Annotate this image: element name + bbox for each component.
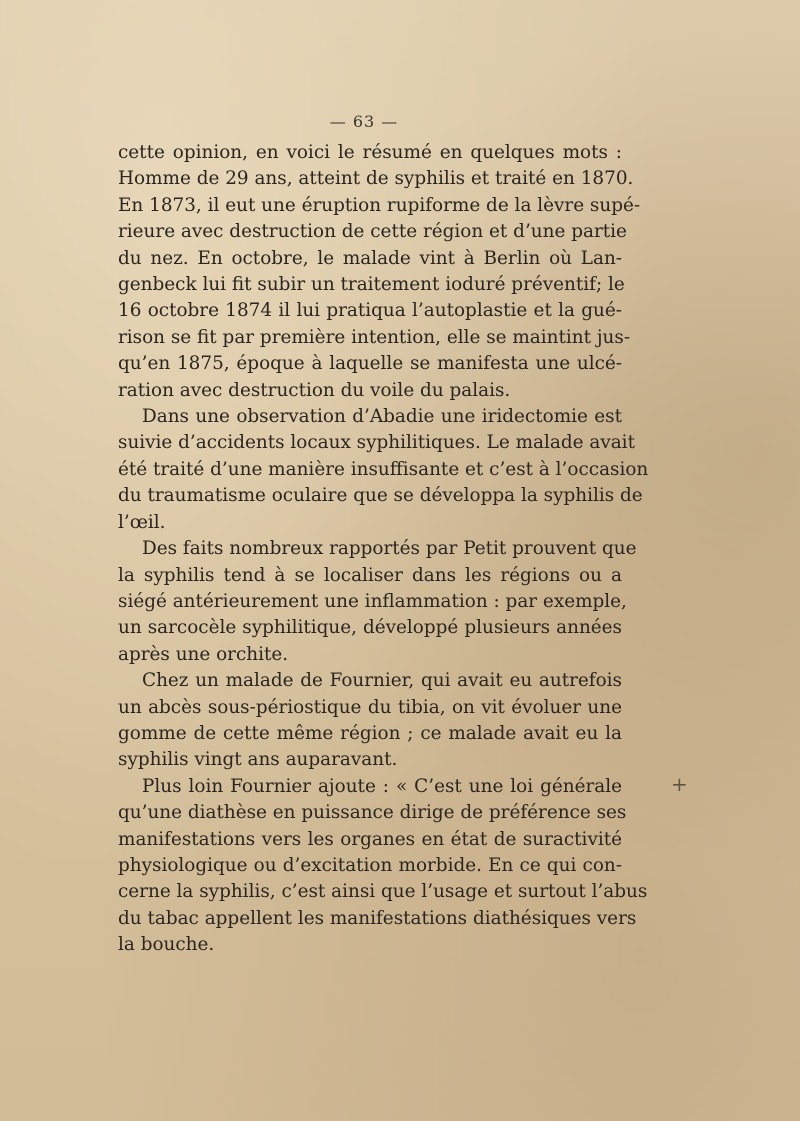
text-line: rison se fit par première intention, elle se maintint jus- xyxy=(118,326,631,348)
text-line: 16 octobre 1874 il lui pratiqua l’autoplastie et la gué- xyxy=(118,300,622,322)
text-line: Des faits nombreux rapportés par Petit prouvent que xyxy=(142,538,637,560)
text-line: siégé antérieurement une inflammation : par exemple, xyxy=(118,590,627,612)
text-line: physiologique ou d’excitation morbide. En ce qui con- xyxy=(118,854,622,876)
page-number: — 63 — xyxy=(329,112,399,131)
margin-mark: + xyxy=(671,772,688,796)
text-line: Homme de 29 ans, atteint de syphilis et traité en 1870. xyxy=(118,168,634,190)
text-line: qu’une diathèse en puissance dirige de préférence ses xyxy=(118,802,627,824)
text-line: un abcès sous-périostique du tibia, on vit évoluer une xyxy=(118,696,622,718)
text-line: Chez un malade de Fournier, qui avait eu autrefois xyxy=(142,670,622,692)
text-line: cette opinion, en voici le résumé en quelques mots : xyxy=(118,142,622,163)
text-line: la syphilis tend à se localiser dans les régions ou a xyxy=(118,564,622,586)
text-line: genbeck lui fit subir un traitement ioduré préventif; le xyxy=(118,274,625,296)
text-line: du traumatisme oculaire que se développa la syphilis de xyxy=(118,485,643,507)
text-line: ration avec destruction du voile du palais. xyxy=(118,379,511,401)
text-line: suivie d’accidents locaux syphilitiques. Le malade avait xyxy=(118,432,635,454)
text-line: du tabac appellent les manifestations diathésiques vers xyxy=(118,907,637,929)
text-line: été traité d’une manière insuffisante et c’est à l’occasion xyxy=(118,458,649,480)
text-line: Plus loin Fournier ajoute : « C’est une loi générale xyxy=(142,775,622,797)
text-line: Dans une observation d’Abadie une iridectomie est xyxy=(142,406,622,428)
text-line: rieure avec destruction de cette région et d’une partie xyxy=(118,221,627,243)
text-line: En 1873, il eut une éruption rupiforme de la lèvre supé- xyxy=(118,194,641,216)
text-line: du nez. En octobre, le malade vint à Berlin où Lan- xyxy=(118,247,622,269)
text-line: après une orchite. xyxy=(118,643,289,665)
text-line: cerne la syphilis, c’est ainsi que l’usage et surtout l’abus xyxy=(118,881,648,903)
text-line: la bouche. xyxy=(118,934,215,956)
text-line: syphilis vingt ans auparavant. xyxy=(118,749,398,771)
text-line: un sarcocèle syphilitique, développé plusieurs années xyxy=(118,617,622,639)
text-line: l’œil. xyxy=(118,511,166,533)
text-line: qu’en 1875, époque à laquelle se manifesta une ulcé- xyxy=(118,353,622,375)
text-line: gomme de cette même région ; ce malade avait eu la xyxy=(118,722,622,744)
text-line: manifestations vers les organes en état de suractivité xyxy=(118,828,622,850)
body-text xyxy=(118,140,649,959)
